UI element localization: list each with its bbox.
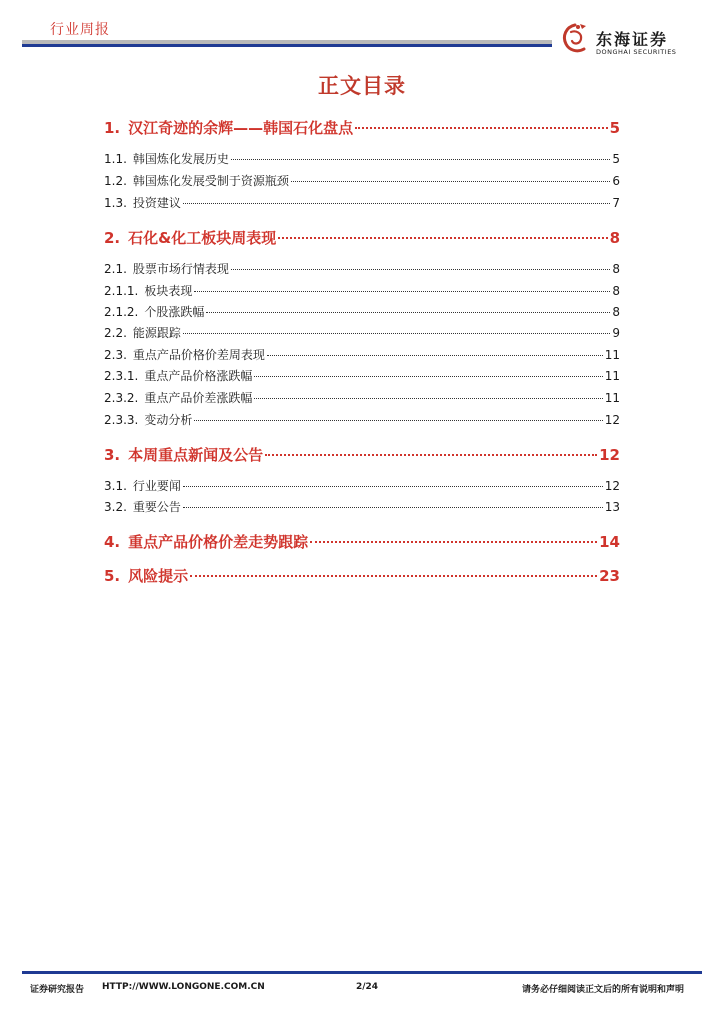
toc-entry-number: 2. <box>104 229 121 247</box>
toc-entry[interactable] <box>104 411 620 428</box>
toc-entry-title: 重点产品价格涨跌幅 <box>144 369 253 383</box>
toc-title: 正文目录 <box>318 74 406 98</box>
toc-entry-number: 2.3.1. <box>104 369 139 383</box>
toc-entry-number: 2.1.2. <box>104 305 139 319</box>
toc-entry-page: 8 <box>612 262 620 276</box>
toc-entry[interactable] <box>104 282 620 299</box>
toc-leader-dots <box>190 575 597 577</box>
toc-leader-dots <box>278 237 607 239</box>
toc-entry-title: 变动分析 <box>144 413 193 427</box>
toc-entry-number: 1.3. <box>104 196 127 210</box>
toc-entry-page: 13 <box>604 500 620 514</box>
company-logo <box>560 22 710 58</box>
footer-page-number: 2/24 <box>356 982 379 992</box>
toc-leader-dots <box>267 355 603 356</box>
toc-entry-page: 12 <box>604 413 620 427</box>
toc-entry-title: 韩国炼化发展受制于资源瓶颈 <box>132 174 289 188</box>
toc-entry-page: 14 <box>599 533 620 551</box>
toc-leader-dots <box>206 312 610 313</box>
toc-entry[interactable] <box>104 565 620 586</box>
toc-entry-number: 3. <box>104 446 121 464</box>
logo-cn-text: 东海证券 <box>596 30 669 49</box>
toc-leader-dots <box>183 333 610 334</box>
toc-entry-number: 2.2. <box>104 326 127 340</box>
toc-entry-title: 风险提示 <box>128 567 189 585</box>
toc-entry[interactable] <box>104 498 620 515</box>
footer-disclaimer: 请务必仔细阅读正文后的所有说明和声明 <box>522 985 685 995</box>
toc-entry[interactable] <box>104 303 620 320</box>
toc-leader-dots <box>194 291 610 292</box>
toc-entry-title: 投资建议 <box>132 196 181 210</box>
toc-entry[interactable] <box>104 117 620 138</box>
footer-url[interactable]: HTTP://WWW.LONGONE.COM.CN <box>102 982 265 992</box>
toc-entry-number: 2.3. <box>104 348 127 362</box>
toc-entry-page: 8 <box>609 229 620 247</box>
header-rule-blue <box>22 44 552 47</box>
toc-entry[interactable] <box>104 367 620 384</box>
toc-entry-number: 1.2. <box>104 174 127 188</box>
toc-entry[interactable] <box>104 172 620 189</box>
toc-entry-page: 5 <box>609 119 620 137</box>
toc-entry-title: 汉江奇迹的余辉——韩国石化盘点 <box>128 119 354 137</box>
toc-entry[interactable] <box>104 531 620 552</box>
toc-leader-dots <box>231 159 610 160</box>
toc-entry-page: 12 <box>599 446 620 464</box>
toc-entry-page: 8 <box>612 305 620 319</box>
toc-entry-title: 能源跟踪 <box>132 326 181 340</box>
toc-entry-page: 11 <box>604 369 620 383</box>
toc-entry-page: 23 <box>599 567 620 585</box>
toc-entry[interactable] <box>104 346 620 363</box>
header-label: 行业周报 <box>50 22 110 38</box>
logo-en-text: DONGHAI SECURITIES <box>596 48 677 56</box>
toc-entry-number: 3.1. <box>104 479 127 493</box>
toc-entry-title: 板块表现 <box>144 284 193 298</box>
toc-entry-number: 1. <box>104 119 121 137</box>
footer-rule <box>22 971 702 974</box>
toc-entry-page: 5 <box>612 152 620 166</box>
toc-entry-page: 6 <box>612 174 620 188</box>
toc-entry-page: 7 <box>612 196 620 210</box>
toc-entry-number: 2.1. <box>104 262 127 276</box>
toc-entry-title: 重点产品价格价差周表现 <box>132 348 265 362</box>
toc-entry[interactable] <box>104 389 620 406</box>
toc-entry-number: 2.1.1. <box>104 284 139 298</box>
toc-entry-number: 1.1. <box>104 152 127 166</box>
toc-entry-title: 石化&化工板块周表现 <box>128 229 277 247</box>
toc-entry-page: 8 <box>612 284 620 298</box>
toc-entry[interactable] <box>104 194 620 211</box>
toc-entry-title: 重点产品价格价差走势跟踪 <box>128 533 309 551</box>
toc-leader-dots <box>183 507 603 508</box>
toc-entry-number: 4. <box>104 533 121 551</box>
toc-entry-title: 个股涨跌幅 <box>144 305 205 319</box>
toc-entry-number: 2.3.3. <box>104 413 139 427</box>
toc-entry-number: 2.3.2. <box>104 391 139 405</box>
toc-entry[interactable] <box>104 260 620 277</box>
toc-entry-title: 韩国炼化发展历史 <box>132 152 229 166</box>
toc-entry-number: 3.2. <box>104 500 127 514</box>
toc-leader-dots <box>231 269 610 270</box>
toc-entry-title: 重点产品价差涨跌幅 <box>144 391 253 405</box>
footer-left: 证券研究报告 <box>30 985 85 995</box>
toc-entry[interactable] <box>104 444 620 465</box>
toc-leader-dots <box>183 486 603 487</box>
toc-entry-title: 股票市场行情表现 <box>132 262 229 276</box>
toc-entry[interactable] <box>104 324 620 341</box>
toc-leader-dots <box>183 203 610 204</box>
toc-entry-title: 行业要闻 <box>132 479 181 493</box>
toc-entry-page: 9 <box>612 326 620 340</box>
toc-leader-dots <box>194 420 602 421</box>
toc-leader-dots <box>254 376 602 377</box>
toc-leader-dots <box>291 181 610 182</box>
toc-entry-number: 5. <box>104 567 121 585</box>
toc-leader-dots <box>310 541 597 543</box>
toc-entry[interactable] <box>104 227 620 248</box>
toc-entry[interactable] <box>104 150 620 167</box>
toc-entry-title: 本周重点新闻及公告 <box>128 446 264 464</box>
toc-entry-title: 重要公告 <box>132 500 181 514</box>
dragon-logo-icon <box>560 22 590 56</box>
toc-entry-page: 12 <box>604 479 620 493</box>
toc-leader-dots <box>254 398 602 399</box>
toc-entry-page: 11 <box>604 391 620 405</box>
toc-leader-dots <box>355 127 607 129</box>
toc-entry[interactable] <box>104 477 620 494</box>
toc-entry-page: 11 <box>604 348 620 362</box>
toc-leader-dots <box>265 454 597 456</box>
